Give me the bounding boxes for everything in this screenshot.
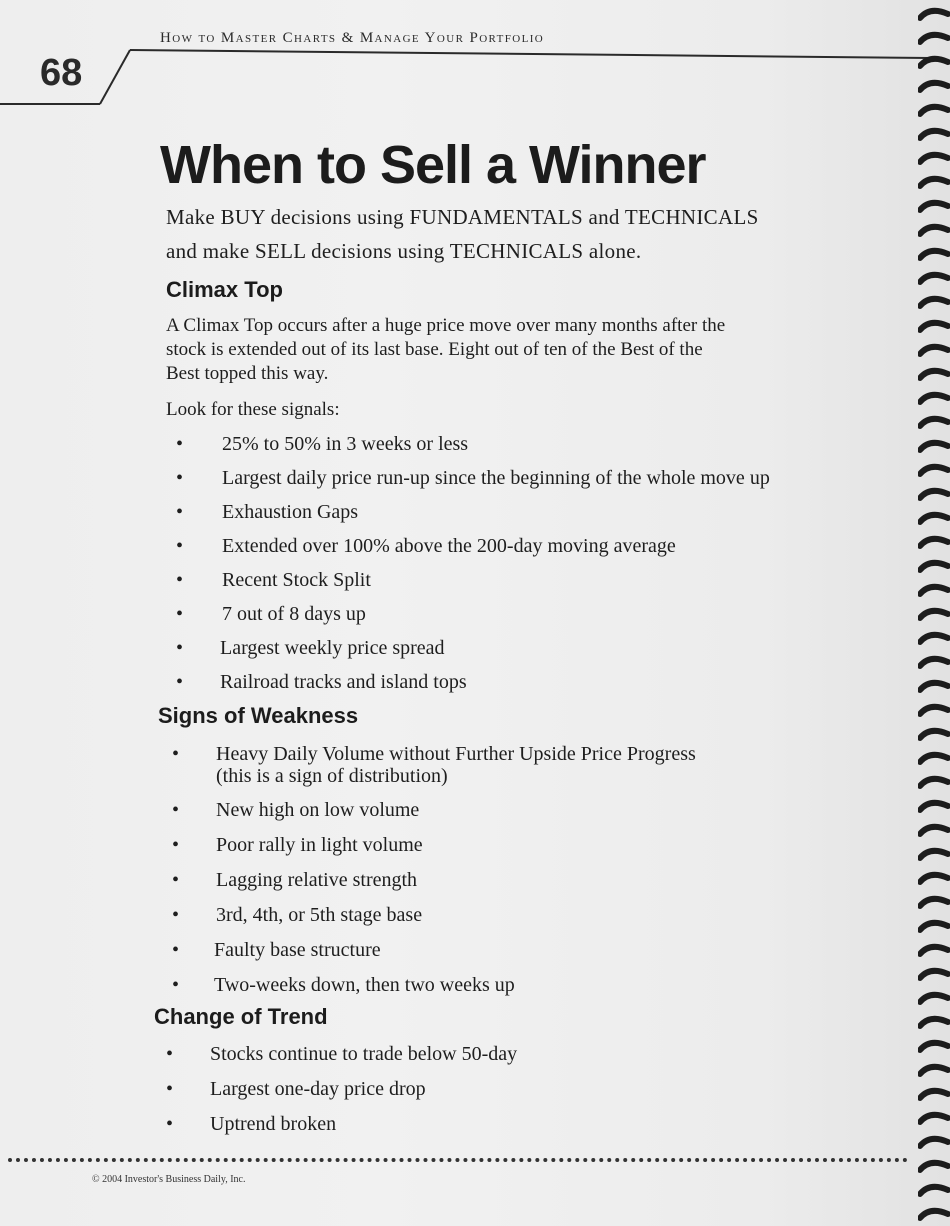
spiral-coil	[920, 587, 948, 594]
bullet-icon: •	[172, 974, 180, 996]
spiral-coil	[920, 59, 948, 66]
list-item-text: Extended over 100% above the 200-day moving average	[222, 535, 676, 557]
spiral-coil	[920, 443, 948, 450]
bullet-icon: •	[176, 433, 184, 455]
bullet-icon: •	[176, 569, 184, 591]
bullet-icon: •	[176, 535, 184, 557]
spiral-coil	[920, 539, 948, 546]
spiral-coil	[920, 107, 948, 114]
spiral-coil	[920, 1139, 948, 1146]
spiral-coil	[920, 131, 948, 138]
list-item-text: Stocks continue to trade below 50-day	[210, 1043, 518, 1065]
spiral-coil	[920, 11, 948, 18]
spiral-coil	[920, 395, 948, 402]
list-item-text: Lagging relative strength	[216, 869, 418, 891]
spiral-coil	[920, 83, 948, 90]
spiral-coil	[920, 1067, 948, 1074]
spiral-coil	[920, 635, 948, 642]
bullet-icon: •	[172, 799, 180, 821]
running-head: How to Master Charts & Manage Your Portfolio	[160, 30, 545, 46]
spiral-coil	[920, 1019, 948, 1026]
spiral-coil	[920, 611, 948, 618]
climax-top-line-2: stock is extended out of its last base. Eight out of ten of the Best of the	[166, 339, 703, 360]
intro-paragraph	[166, 200, 866, 268]
footer-dotted-rule	[8, 1158, 908, 1162]
spiral-coil	[920, 971, 948, 978]
bullet-icon: •	[176, 603, 184, 625]
list-item-text: Largest one-day price drop	[210, 1078, 426, 1100]
bullet-icon: •	[166, 1113, 174, 1135]
spiral-coil	[920, 851, 948, 858]
list-item-text: Largest daily price run-up since the beginning of the whole move up	[222, 467, 770, 489]
spiral-coil	[920, 203, 948, 210]
spiral-coil	[920, 755, 948, 762]
spiral-coil	[920, 179, 948, 186]
spiral-coil	[920, 1091, 948, 1098]
bullet-icon: •	[172, 904, 180, 926]
climax-top-heading: Climax Top	[166, 277, 283, 302]
climax-top-line-1: A Climax Top occurs after a huge price move over many months after the	[166, 315, 726, 336]
climax-top-line-3: Best topped this way.	[166, 363, 329, 384]
spiral-coil	[920, 1187, 948, 1194]
list-item-text-continued: (this is a sign of distribution)	[216, 765, 448, 787]
spiral-coil	[920, 563, 948, 570]
list-item-text: 25% to 50% in 3 weeks or less	[222, 433, 469, 455]
list-item-text: Uptrend broken	[210, 1113, 337, 1135]
climax-top-paragraph	[166, 314, 856, 386]
list-item-text: 7 out of 8 days up	[222, 603, 366, 625]
spiral-coil	[920, 1043, 948, 1050]
spiral-coil	[920, 467, 948, 474]
spiral-binding-icon	[918, 0, 950, 1226]
spiral-coil	[920, 299, 948, 306]
spiral-coil	[920, 659, 948, 666]
spiral-coil	[920, 515, 948, 522]
spiral-coil	[920, 227, 948, 234]
spiral-coil	[920, 155, 948, 162]
bullet-icon: •	[166, 1043, 174, 1065]
list-item-text: Largest weekly price spread	[220, 637, 445, 659]
spiral-coil	[920, 347, 948, 354]
spiral-coil	[920, 707, 948, 714]
intro-line-1: Make BUY decisions using FUNDAMENTALS and TECHNICALS	[166, 205, 759, 229]
spiral-coil	[920, 1211, 948, 1218]
spiral-coil	[920, 899, 948, 906]
bullet-icon: •	[172, 869, 180, 891]
bullet-icon: •	[176, 671, 184, 693]
list-item-text: Faulty base structure	[214, 939, 381, 961]
spiral-coil	[920, 1163, 948, 1170]
page-number: 68	[40, 52, 83, 94]
spiral-coil	[920, 275, 948, 282]
spiral-coil	[920, 35, 948, 42]
spiral-coil	[920, 875, 948, 882]
spiral-coil	[920, 923, 948, 930]
bullet-icon: •	[172, 834, 180, 856]
list-item-text: Two-weeks down, then two weeks up	[214, 974, 515, 996]
list-item-text: New high on low volume	[216, 799, 420, 821]
list-item-text: Heavy Daily Volume without Further Upside Price Progress	[216, 743, 696, 765]
spiral-coil	[920, 323, 948, 330]
copyright-notice: © 2004 Investor's Business Daily, Inc.	[92, 1174, 246, 1185]
spiral-coil	[920, 371, 948, 378]
spiral-coil	[920, 803, 948, 810]
list-item-text: Recent Stock Split	[222, 569, 371, 591]
list-item-text: Exhaustion Gaps	[222, 501, 359, 523]
bullet-icon: •	[172, 939, 180, 961]
spiral-coil	[920, 947, 948, 954]
change-of-trend-heading: Change of Trend	[154, 1004, 328, 1029]
header-rule	[0, 0, 950, 120]
list-item-text: 3rd, 4th, or 5th stage base	[216, 904, 423, 926]
spiral-coil	[920, 779, 948, 786]
spiral-coil	[920, 827, 948, 834]
bullet-icon: •	[176, 637, 184, 659]
spiral-coil	[920, 491, 948, 498]
bullet-icon: •	[176, 501, 184, 523]
signs-of-weakness-heading: Signs of Weakness	[158, 703, 359, 728]
spiral-coil	[920, 995, 948, 1002]
spiral-coil	[920, 419, 948, 426]
spiral-coil	[920, 683, 948, 690]
spiral-coil	[920, 731, 948, 738]
signals-lead-in: Look for these signals:	[166, 399, 340, 420]
bullet-icon: •	[166, 1078, 174, 1100]
spiral-coil	[920, 1115, 948, 1122]
list-item-text: Railroad tracks and island tops	[220, 671, 467, 693]
intro-line-2: and make SELL decisions using TECHNICALS alone.	[166, 239, 642, 263]
list-item-text: Poor rally in light volume	[216, 834, 423, 856]
bullet-icon: •	[176, 467, 184, 489]
page-title: When to Sell a Winner	[160, 135, 706, 196]
spiral-coil	[920, 251, 948, 258]
bullet-icon: •	[172, 743, 180, 765]
